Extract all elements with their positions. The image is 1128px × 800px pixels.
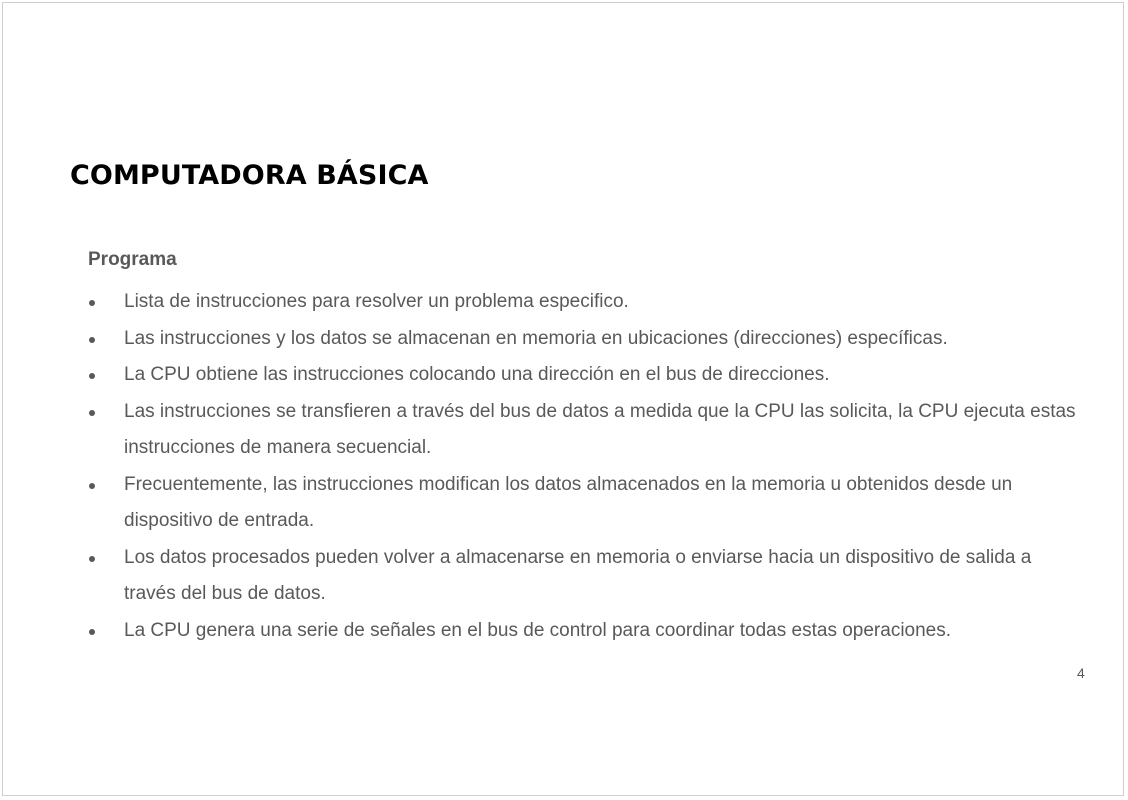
bullet-item	[85, 540, 1085, 613]
bullet-item	[85, 394, 1085, 467]
bullet-dot-icon	[89, 556, 95, 562]
bullet-item	[85, 357, 1085, 394]
bullet-text: La CPU genera una serie de señales en el bus de control para coordinar todas estas operaciones.	[124, 619, 952, 641]
bullet-dot-icon	[89, 300, 95, 306]
bullet-text: Los datos procesados pueden volver a almacenarse en memoria o enviarse hacia un dispositivo de salida a través del bus de datos.	[124, 546, 1032, 604]
bullet-item	[85, 613, 1085, 650]
slide	[2, 2, 1124, 796]
bullet-text: Frecuentemente, las instrucciones modifican los datos almacenados en la memoria u obtenidos desde un dispositivo de entrada.	[124, 473, 1013, 531]
page-number: 4	[1077, 665, 1085, 681]
bullet-item	[85, 284, 1085, 321]
bullet-text: Las instrucciones y los datos se almacenan en memoria en ubicaciones (direcciones) específicas.	[124, 327, 948, 349]
bullet-text: La CPU obtiene las instrucciones colocando una dirección en el bus de direcciones.	[124, 364, 830, 385]
bullet-dot-icon	[89, 483, 95, 489]
bullet-list	[85, 284, 1085, 649]
bullet-dot-icon	[89, 373, 95, 379]
bullet-item	[85, 321, 1085, 358]
bullet-item	[85, 467, 1085, 540]
bullet-text: Lista de instrucciones para resolver un problema especifico.	[124, 291, 629, 312]
bullet-dot-icon	[89, 410, 95, 416]
bullet-text: Las instrucciones se transfieren a través del bus de datos a medida que la CPU las solicita, la CPU ejecuta estas instrucciones de manera secuencial.	[124, 400, 1076, 458]
bullet-dot-icon	[89, 337, 95, 343]
bullet-dot-icon	[89, 629, 95, 635]
slide-title: COMPUTADORA BÁSICA	[70, 160, 429, 191]
section-subtitle: Programa	[88, 249, 177, 270]
